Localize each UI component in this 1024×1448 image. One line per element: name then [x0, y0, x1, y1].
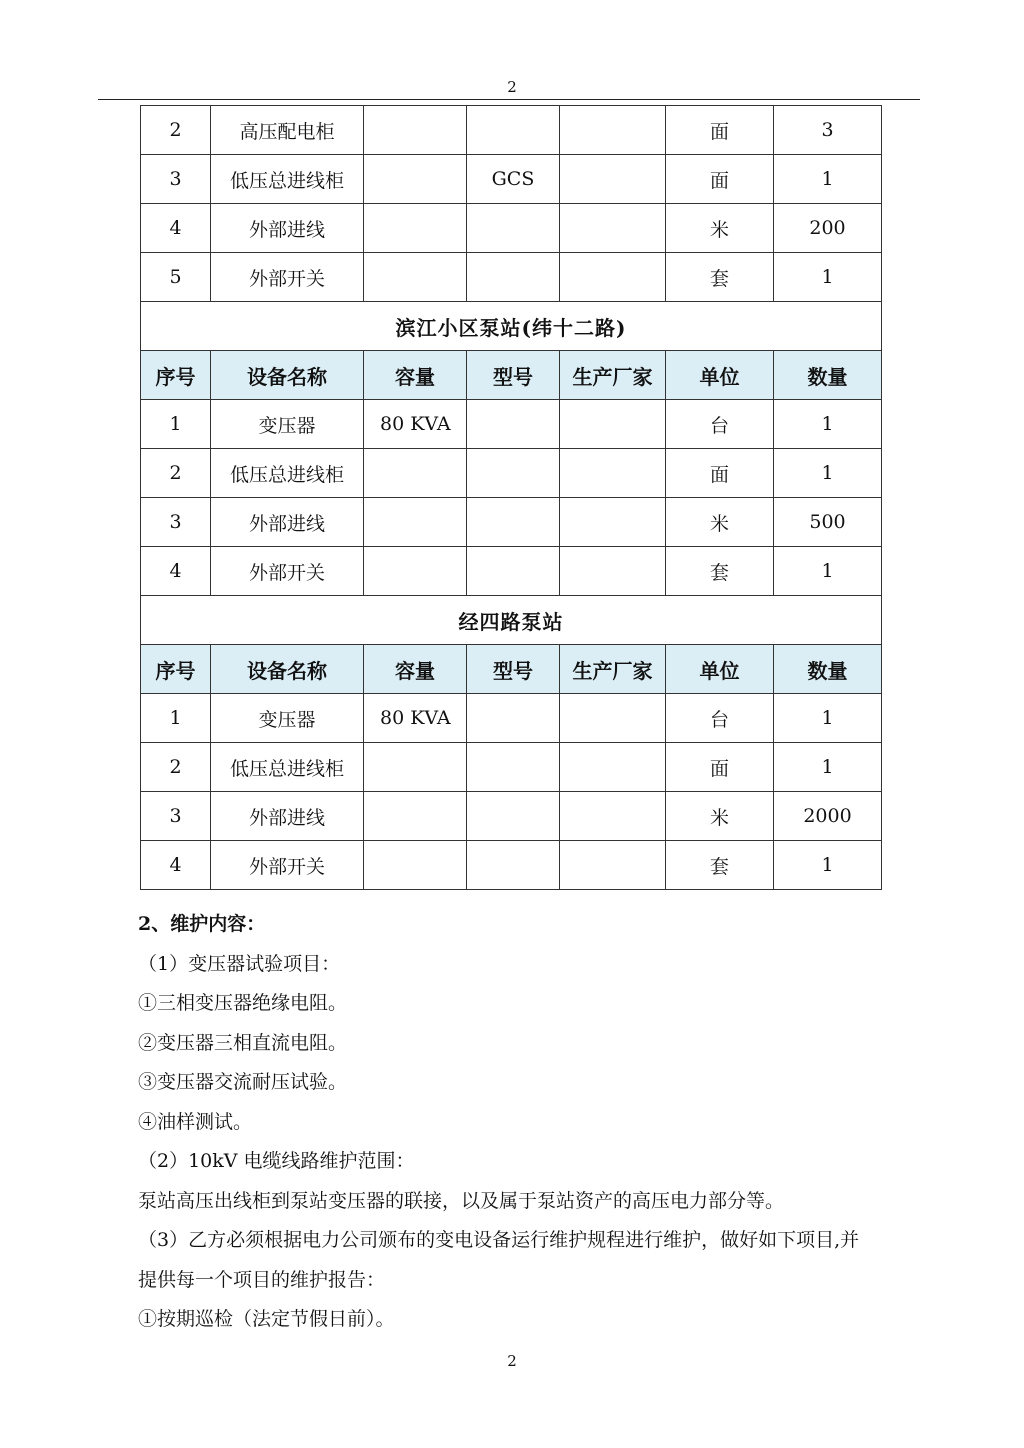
table-cell [364, 106, 467, 155]
table-cell [467, 547, 560, 596]
table-cell: 生产厂家 [560, 351, 666, 400]
table-row [141, 400, 882, 449]
table-cell [560, 106, 666, 155]
table-cell: 单位 [666, 645, 774, 694]
table-cell: 套 [666, 547, 774, 596]
content-line: ③变压器交流耐压试验。 [138, 1071, 348, 1093]
table-header-row [141, 351, 882, 400]
table-cell: 3 [774, 106, 882, 155]
table-row [141, 694, 882, 743]
table-cell [560, 498, 666, 547]
table-cell: 变压器 [211, 694, 364, 743]
table-cell: 高压配电柜 [211, 106, 364, 155]
table-cell: 外部进线 [211, 792, 364, 841]
table-cell: 型号 [467, 351, 560, 400]
table-cell: 数量 [774, 351, 882, 400]
table-cell: 序号 [141, 351, 211, 400]
page-number-top: 2 [507, 78, 517, 96]
table-cell: 2 [141, 449, 211, 498]
table-cell: 1 [774, 449, 882, 498]
table-cell: 外部开关 [211, 841, 364, 890]
table-cell [560, 743, 666, 792]
table-cell: 1 [141, 694, 211, 743]
table-cell: 5 [141, 253, 211, 302]
table-cell: 外部进线 [211, 498, 364, 547]
table-cell: 台 [666, 694, 774, 743]
table-cell: 低压总进线柜 [211, 743, 364, 792]
table-cell: 数量 [774, 645, 882, 694]
table-cell: 80 KVA [364, 694, 467, 743]
table-cell [364, 792, 467, 841]
table-cell [560, 400, 666, 449]
table-cell: 生产厂家 [560, 645, 666, 694]
table-cell [364, 841, 467, 890]
table-cell: 1 [774, 694, 882, 743]
table-cell [467, 743, 560, 792]
table-cell: 1 [774, 253, 882, 302]
table-row [141, 743, 882, 792]
table-cell: 1 [774, 743, 882, 792]
table-cell: 套 [666, 841, 774, 890]
table-cell [467, 841, 560, 890]
table-cell [364, 547, 467, 596]
content-line: ④油样测试。 [138, 1110, 253, 1133]
content-line: 提供每一个项目的维护报告： [138, 1268, 386, 1291]
table-cell: 1 [141, 400, 211, 449]
table-row [141, 106, 882, 155]
table-row [141, 547, 882, 596]
table-cell: 外部开关 [211, 253, 364, 302]
table-cell: 低压总进线柜 [211, 155, 364, 204]
table-cell: 设备名称 [211, 645, 364, 694]
table-cell [560, 449, 666, 498]
table-cell: 套 [666, 253, 774, 302]
table-cell [560, 547, 666, 596]
table-cell: GCS [467, 155, 560, 204]
content-line: ②变压器三相直流电阻。 [138, 1031, 348, 1054]
table-cell [560, 694, 666, 743]
table-cell [364, 498, 467, 547]
table-row [141, 841, 882, 890]
page-number-bottom: 2 [507, 1352, 517, 1370]
table-row [141, 792, 882, 841]
section-heading: 2、维护内容： [138, 913, 266, 935]
header-rule [98, 99, 920, 100]
table-cell: 米 [666, 498, 774, 547]
table-cell [467, 694, 560, 743]
table-cell: 面 [666, 106, 774, 155]
table-cell [467, 498, 560, 547]
table-cell: 面 [666, 449, 774, 498]
table-cell [364, 449, 467, 498]
table-cell: 4 [141, 547, 211, 596]
table-cell: 3 [141, 155, 211, 204]
table-cell [467, 400, 560, 449]
table-cell: 500 [774, 498, 882, 547]
table-header-row [141, 645, 882, 694]
table-row [141, 204, 882, 253]
table-cell: 容量 [364, 645, 467, 694]
table-cell [560, 155, 666, 204]
table-cell [467, 792, 560, 841]
table-cell: 1 [774, 155, 882, 204]
maintenance-content [138, 905, 928, 1340]
table-cell [560, 792, 666, 841]
table-cell [560, 204, 666, 253]
table-cell [467, 253, 560, 302]
table-cell: 4 [141, 841, 211, 890]
table-cell: 1 [774, 841, 882, 890]
table-cell: 4 [141, 204, 211, 253]
content-line: （3）乙方必须根据电力公司颁布的变电设备运行维护规程进行维护，做好如下项目,并 [138, 1229, 860, 1251]
table-cell: 200 [774, 204, 882, 253]
table-cell: 2000 [774, 792, 882, 841]
station-title-row [141, 302, 882, 351]
table-row [141, 498, 882, 547]
table-cell: 外部开关 [211, 547, 364, 596]
table-cell: 3 [141, 498, 211, 547]
table-cell: 型号 [467, 645, 560, 694]
content-line: 泵站高压出线柜到泵站变压器的联接，以及属于泵站资产的高压电力部分等。 [138, 1189, 785, 1212]
equipment-table [140, 105, 882, 890]
table-cell [560, 841, 666, 890]
content-line: （1）变压器试验项目： [138, 952, 341, 975]
table-cell: 台 [666, 400, 774, 449]
table-cell [467, 449, 560, 498]
table-cell: 面 [666, 155, 774, 204]
table-row [141, 155, 882, 204]
table-cell: 3 [141, 792, 211, 841]
table-cell: 序号 [141, 645, 211, 694]
table-cell: 米 [666, 204, 774, 253]
table-cell: 1 [774, 400, 882, 449]
table-row [141, 449, 882, 498]
table-cell: 1 [774, 547, 882, 596]
content-line: （2）10kV 电缆线路维护范围： [138, 1150, 415, 1172]
table-cell: 单位 [666, 351, 774, 400]
table-cell [560, 253, 666, 302]
table-cell [467, 204, 560, 253]
table-cell [364, 743, 467, 792]
table-cell [364, 204, 467, 253]
table-cell: 变压器 [211, 400, 364, 449]
table-cell: 米 [666, 792, 774, 841]
station-title: 滨江小区泵站(纬十二路) [141, 302, 882, 351]
table-cell: 容量 [364, 351, 467, 400]
table-cell: 80 KVA [364, 400, 467, 449]
table-cell: 2 [141, 106, 211, 155]
table-cell: 面 [666, 743, 774, 792]
content-line: ①按期巡检（法定节假日前）。 [138, 1308, 395, 1330]
table-row [141, 253, 882, 302]
table-cell: 外部进线 [211, 204, 364, 253]
table-cell [364, 253, 467, 302]
table-cell [467, 106, 560, 155]
table-cell: 低压总进线柜 [211, 449, 364, 498]
station-title-row [141, 596, 882, 645]
station-title: 经四路泵站 [141, 596, 882, 645]
content-line: ①三相变压器绝缘电阻。 [138, 992, 348, 1014]
table-cell: 设备名称 [211, 351, 364, 400]
table-cell [364, 155, 467, 204]
table-cell: 2 [141, 743, 211, 792]
